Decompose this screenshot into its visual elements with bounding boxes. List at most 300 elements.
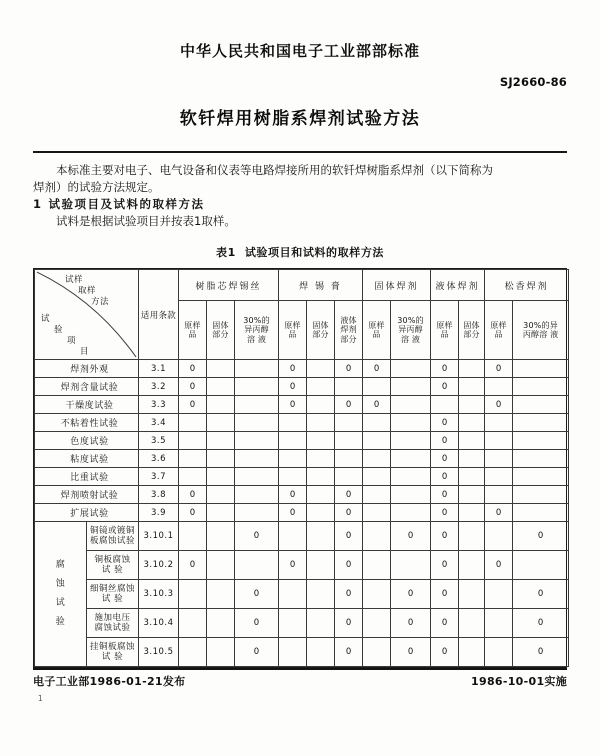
- mark-cell: [335, 468, 363, 486]
- mark-cell: [363, 450, 391, 468]
- mark-cell: [179, 638, 207, 667]
- subheader-5-l1: 液体: [340, 315, 357, 325]
- mark-cell: [307, 638, 335, 667]
- mark-cell: 0: [179, 551, 207, 580]
- row-label-line2: 板腐蚀试验: [89, 536, 135, 546]
- mark-cell: 0: [431, 551, 459, 580]
- group-header-0: 树脂芯焊锡丝: [179, 270, 279, 301]
- mark-cell: 0: [335, 486, 363, 504]
- mark-cell: [513, 504, 569, 522]
- row-label: [87, 551, 139, 580]
- mark-cell: [363, 378, 391, 396]
- mark-cell: [207, 638, 235, 667]
- row-label-line2: 试 验: [101, 652, 124, 662]
- scope-paragraph-line1: 本标准主要对电子、电气设备和仪表等电路焊接所用的软钎焊树脂系焊剂（以下简称为: [56, 163, 493, 177]
- mark-cell: [459, 396, 485, 414]
- mark-cell: [207, 396, 235, 414]
- mark-cell: 0: [279, 551, 307, 580]
- mark-cell: [363, 432, 391, 450]
- mark-cell: [459, 432, 485, 450]
- row-label: 焊剂喷射试验: [35, 486, 139, 504]
- subheader-4-l1: 固体: [312, 320, 329, 330]
- mark-cell: [179, 414, 207, 432]
- table-caption-label: 表1: [215, 246, 236, 259]
- mark-cell: [363, 551, 391, 580]
- mark-cell: [485, 450, 513, 468]
- mark-cell: 0: [179, 504, 207, 522]
- mark-cell: [391, 504, 431, 522]
- mark-cell: [459, 504, 485, 522]
- mark-cell: [279, 432, 307, 450]
- clause-body-1: 试料是根据试验项目并按表1取样。: [56, 214, 236, 228]
- mark-cell: 0: [179, 360, 207, 378]
- subheader-5: [335, 301, 363, 360]
- subheader-11-l2: 丙醇溶 液: [522, 330, 559, 339]
- mark-cell: [459, 468, 485, 486]
- mark-cell: [179, 609, 207, 638]
- mark-cell: [459, 551, 485, 580]
- standard-number: SJ2660-86: [499, 75, 567, 89]
- mark-cell: 0: [431, 450, 459, 468]
- mark-cell: 0: [431, 522, 459, 551]
- mark-cell: [235, 468, 279, 486]
- mark-cell: [235, 486, 279, 504]
- table-row: [35, 504, 569, 522]
- mark-cell: [207, 551, 235, 580]
- row-clause: 3.10.4: [139, 609, 179, 638]
- row-group-label-char: 腐: [55, 560, 66, 570]
- mark-cell: 0: [335, 580, 363, 609]
- mark-cell: [363, 414, 391, 432]
- mark-cell: 0: [513, 522, 569, 551]
- mark-cell: [391, 432, 431, 450]
- mark-cell: [207, 414, 235, 432]
- mark-cell: [307, 580, 335, 609]
- effective-date: 1986-10-01实施: [471, 675, 567, 688]
- subheader-2-l3: 溶 液: [246, 334, 267, 344]
- mark-cell: [485, 378, 513, 396]
- subheader-6-l1: 原样: [368, 320, 385, 330]
- mark-cell: [391, 378, 431, 396]
- mark-cell: [207, 486, 235, 504]
- mark-cell: [207, 580, 235, 609]
- row-label: 比重试验: [35, 468, 139, 486]
- mark-cell: 0: [431, 414, 459, 432]
- mark-cell: 0: [431, 432, 459, 450]
- mark-cell: [307, 522, 335, 551]
- subheader-6-l2: 品: [372, 330, 381, 339]
- row-label: [87, 638, 139, 667]
- mark-cell: [363, 468, 391, 486]
- mark-cell: 0: [431, 504, 459, 522]
- clause-heading-1: [33, 196, 567, 213]
- subheader-6: [363, 301, 391, 360]
- subheader-4: [307, 301, 335, 360]
- mark-cell: [307, 504, 335, 522]
- subheader-5-l3: 部分: [340, 334, 357, 344]
- mark-cell: [513, 450, 569, 468]
- subheader-7-l1: 30%的: [397, 315, 424, 325]
- subheader-11-l1: 30%的异: [523, 320, 558, 330]
- mark-cell: 0: [431, 468, 459, 486]
- mark-cell: 0: [431, 360, 459, 378]
- mark-cell: [513, 414, 569, 432]
- mark-cell: 0: [335, 396, 363, 414]
- mark-cell: [391, 551, 431, 580]
- subheader-8-l2: 品: [440, 330, 449, 339]
- row-group-label-char: 验: [55, 617, 66, 627]
- mark-cell: [335, 450, 363, 468]
- corner-label-line6: 项: [67, 336, 77, 346]
- subheader-2-l2: 异丙醇: [244, 325, 269, 335]
- subheader-1-l2: 部分: [212, 330, 229, 339]
- row-label-line2: 试 验: [101, 565, 124, 575]
- header-divider: [33, 151, 567, 153]
- subheader-9-l2: 部分: [463, 330, 480, 339]
- row-group-label: [35, 522, 87, 667]
- mark-cell: [485, 522, 513, 551]
- subheader-7-l3: 溶 液: [400, 334, 421, 344]
- intro-section: [33, 162, 567, 230]
- mark-cell: [459, 522, 485, 551]
- mark-cell: [485, 486, 513, 504]
- footer-divider: [33, 668, 567, 670]
- row-label-line2: 试 验: [101, 594, 124, 604]
- row-clause: 3.10.2: [139, 551, 179, 580]
- mark-cell: [391, 450, 431, 468]
- mark-cell: [235, 432, 279, 450]
- table-row: [35, 551, 569, 580]
- mark-cell: 0: [363, 396, 391, 414]
- subheader-1: [207, 301, 235, 360]
- subheader-4-l2: 部分: [312, 330, 329, 339]
- mark-cell: [279, 450, 307, 468]
- row-label-line1: 铜板腐蚀: [94, 555, 131, 565]
- mark-cell: [179, 450, 207, 468]
- mark-cell: 0: [335, 360, 363, 378]
- row-group-label-char: 试: [55, 598, 66, 608]
- mark-cell: [335, 414, 363, 432]
- mark-cell: [459, 486, 485, 504]
- mark-cell: [307, 378, 335, 396]
- mark-cell: [485, 432, 513, 450]
- subheader-9-l1: 固体: [463, 320, 480, 330]
- group-header-1: 焊 锡 膏: [279, 270, 363, 301]
- issuing-ministry: 中华人民共和国电子工业部部标准: [179, 42, 420, 60]
- mark-cell: 0: [431, 580, 459, 609]
- mark-cell: [335, 432, 363, 450]
- mark-cell: [391, 486, 431, 504]
- corner-label-line7: 目: [80, 347, 90, 357]
- subheader-10: [485, 301, 513, 360]
- mark-cell: [279, 414, 307, 432]
- scope-paragraph-line2: 焊剂）的试验方法规定。: [33, 180, 160, 194]
- mark-cell: [513, 396, 569, 414]
- row-label-line2: 腐蚀试验: [94, 623, 131, 633]
- corner-label-line2: 取样: [78, 286, 97, 296]
- mark-cell: [307, 551, 335, 580]
- mark-cell: 0: [335, 522, 363, 551]
- mark-cell: [307, 468, 335, 486]
- mark-cell: 0: [335, 551, 363, 580]
- table-row: [35, 486, 569, 504]
- mark-cell: [207, 432, 235, 450]
- table-row: [35, 360, 569, 378]
- table-row: [35, 609, 569, 638]
- mark-cell: [459, 414, 485, 432]
- row-label: [87, 609, 139, 638]
- mark-cell: 0: [431, 378, 459, 396]
- mark-cell: [363, 522, 391, 551]
- row-clause: 3.10.1: [139, 522, 179, 551]
- mark-cell: [391, 414, 431, 432]
- subheader-5-l2: 焊剂: [340, 325, 357, 335]
- row-label: 色度试验: [35, 432, 139, 450]
- mark-cell: [307, 396, 335, 414]
- mark-cell: [513, 551, 569, 580]
- mark-cell: [485, 580, 513, 609]
- mark-cell: 0: [485, 551, 513, 580]
- mark-cell: [459, 609, 485, 638]
- mark-cell: [513, 432, 569, 450]
- row-clause: 3.6: [139, 450, 179, 468]
- mark-cell: [207, 522, 235, 551]
- mark-cell: [513, 486, 569, 504]
- mark-cell: [513, 468, 569, 486]
- row-clause: 3.4: [139, 414, 179, 432]
- mark-cell: 0: [279, 360, 307, 378]
- row-label: 干燥度试验: [35, 396, 139, 414]
- mark-cell: 0: [335, 638, 363, 667]
- mark-cell: [307, 414, 335, 432]
- mark-cell: [485, 414, 513, 432]
- mark-cell: [179, 522, 207, 551]
- mark-cell: [207, 450, 235, 468]
- row-clause: 3.1: [139, 360, 179, 378]
- mark-cell: 0: [335, 609, 363, 638]
- mark-cell: [485, 468, 513, 486]
- subheader-3-l1: 原样: [284, 320, 301, 330]
- mark-cell: [459, 638, 485, 667]
- clause-number: 1: [33, 197, 42, 211]
- mark-cell: 0: [485, 504, 513, 522]
- clause-title: 试验项目及试料的取样方法: [48, 197, 205, 211]
- mark-cell: 0: [179, 486, 207, 504]
- mark-cell: [235, 396, 279, 414]
- mark-cell: [235, 378, 279, 396]
- table-row: [35, 638, 569, 667]
- row-clause: 3.9: [139, 504, 179, 522]
- corner-label-line5: 验: [54, 325, 64, 335]
- table-row: [35, 522, 569, 551]
- mark-cell: [363, 609, 391, 638]
- row-label-line1: 施加电压: [94, 613, 131, 623]
- sampling-method-table-wrapper: [33, 268, 567, 668]
- table-body-corrosion-group: [35, 522, 569, 667]
- mark-cell: [179, 580, 207, 609]
- table-row: [35, 580, 569, 609]
- subheader-9: [459, 301, 485, 360]
- row-label-line1: 细铜丝腐蚀: [89, 584, 135, 594]
- row-label: 粘度试验: [35, 450, 139, 468]
- mark-cell: [391, 396, 431, 414]
- mark-cell: 0: [431, 609, 459, 638]
- table-row: [35, 432, 569, 450]
- row-label: 扩展试验: [35, 504, 139, 522]
- subheader-1-l1: 固体: [212, 320, 229, 330]
- page-number: 1: [38, 694, 43, 703]
- subheader-0-l2: 品: [188, 330, 197, 339]
- row-clause: 3.7: [139, 468, 179, 486]
- issue-date: 电子工业部1986-01-21发布: [33, 675, 186, 688]
- table-row: [35, 378, 569, 396]
- mark-cell: [459, 360, 485, 378]
- subheader-7: [391, 301, 431, 360]
- row-clause: 3.10.3: [139, 580, 179, 609]
- mark-cell: [363, 580, 391, 609]
- sampling-method-table: [34, 269, 569, 667]
- subheader-10-l1: 原样: [490, 320, 507, 330]
- corner-label-line1: 试样: [65, 275, 84, 285]
- row-clause: 3.10.5: [139, 638, 179, 667]
- mark-cell: 0: [513, 580, 569, 609]
- column-header-clause: 适用条款: [139, 270, 179, 360]
- mark-cell: [207, 504, 235, 522]
- row-clause: 3.3: [139, 396, 179, 414]
- row-label: 焊剂外观: [35, 360, 139, 378]
- mark-cell: [279, 609, 307, 638]
- mark-cell: 0: [391, 522, 431, 551]
- mark-cell: [459, 580, 485, 609]
- table-caption: [0, 244, 600, 260]
- mark-cell: 0: [235, 609, 279, 638]
- mark-cell: 0: [431, 638, 459, 667]
- row-label: [87, 580, 139, 609]
- mark-cell: [307, 360, 335, 378]
- table-row: [35, 396, 569, 414]
- mark-cell: [235, 414, 279, 432]
- mark-cell: 0: [179, 378, 207, 396]
- group-header-2: 固体焊剂: [363, 270, 431, 301]
- table-header-row-groups: [35, 270, 569, 301]
- mark-cell: [363, 638, 391, 667]
- row-label: [87, 522, 139, 551]
- mark-cell: 0: [513, 609, 569, 638]
- mark-cell: 0: [391, 580, 431, 609]
- mark-cell: 0: [235, 638, 279, 667]
- mark-cell: 0: [513, 638, 569, 667]
- mark-cell: 0: [391, 638, 431, 667]
- mark-cell: 0: [485, 396, 513, 414]
- standard-number-row: [0, 71, 600, 90]
- mark-cell: 0: [431, 486, 459, 504]
- mark-cell: 0: [279, 396, 307, 414]
- mark-cell: [335, 378, 363, 396]
- mark-cell: 0: [363, 360, 391, 378]
- mark-cell: [363, 486, 391, 504]
- row-label: 不粘着性试验: [35, 414, 139, 432]
- mark-cell: [179, 468, 207, 486]
- mark-cell: 0: [485, 360, 513, 378]
- row-label-line1: 挂铜板腐蚀: [89, 642, 135, 652]
- mark-cell: 0: [235, 580, 279, 609]
- subheader-0-l1: 原样: [184, 320, 201, 330]
- footer: [33, 673, 567, 689]
- subheader-10-l2: 品: [494, 330, 503, 339]
- row-clause: 3.2: [139, 378, 179, 396]
- mark-cell: 0: [279, 504, 307, 522]
- subheader-7-l2: 异丙醇: [398, 325, 423, 335]
- mark-cell: 0: [279, 486, 307, 504]
- mark-cell: 0: [279, 378, 307, 396]
- mark-cell: [307, 609, 335, 638]
- subheader-3: [279, 301, 307, 360]
- mark-cell: [307, 432, 335, 450]
- mark-cell: [279, 580, 307, 609]
- row-group-label-char: 蚀: [55, 579, 66, 589]
- subheader-11: [513, 301, 569, 360]
- mark-cell: [235, 551, 279, 580]
- row-clause: 3.8: [139, 486, 179, 504]
- table-row: [35, 468, 569, 486]
- table-caption-text: 试验项目和试料的取样方法: [244, 246, 385, 259]
- corner-label-line3: 方法: [91, 297, 110, 307]
- mark-cell: [459, 378, 485, 396]
- table-body-simple: [35, 360, 569, 522]
- mark-cell: [391, 360, 431, 378]
- page-title: 软钎焊用树脂系焊剂试验方法: [179, 109, 421, 129]
- mark-cell: [513, 378, 569, 396]
- group-header-3: 液体焊剂: [431, 270, 485, 301]
- mark-cell: [307, 486, 335, 504]
- mark-cell: [279, 468, 307, 486]
- mark-cell: [391, 468, 431, 486]
- mark-cell: 0: [179, 396, 207, 414]
- subheader-8: [431, 301, 459, 360]
- mark-cell: [513, 360, 569, 378]
- mark-cell: [235, 504, 279, 522]
- subheader-2-l1: 30%的: [243, 315, 270, 325]
- mark-cell: [207, 468, 235, 486]
- mark-cell: [207, 378, 235, 396]
- masthead: [0, 0, 600, 129]
- mark-cell: 0: [335, 504, 363, 522]
- mark-cell: [279, 522, 307, 551]
- mark-cell: [179, 432, 207, 450]
- mark-cell: [459, 450, 485, 468]
- row-label-line1: 铜镜或镀铜: [89, 526, 135, 536]
- mark-cell: [485, 638, 513, 667]
- mark-cell: [363, 504, 391, 522]
- mark-cell: [279, 638, 307, 667]
- table-row: [35, 450, 569, 468]
- mark-cell: [235, 450, 279, 468]
- corner-label-line4: 试: [41, 314, 51, 324]
- table-row: [35, 414, 569, 432]
- mark-cell: [485, 609, 513, 638]
- row-clause: 3.5: [139, 432, 179, 450]
- subheader-2: [235, 301, 279, 360]
- mark-cell: [207, 360, 235, 378]
- corner-diagonal-header: [35, 270, 139, 360]
- mark-cell: [235, 360, 279, 378]
- row-label: 焊剂含量试验: [35, 378, 139, 396]
- mark-cell: [431, 396, 459, 414]
- mark-cell: 0: [235, 522, 279, 551]
- mark-cell: 0: [391, 609, 431, 638]
- subheader-0: [179, 301, 207, 360]
- subheader-3-l2: 品: [288, 330, 297, 339]
